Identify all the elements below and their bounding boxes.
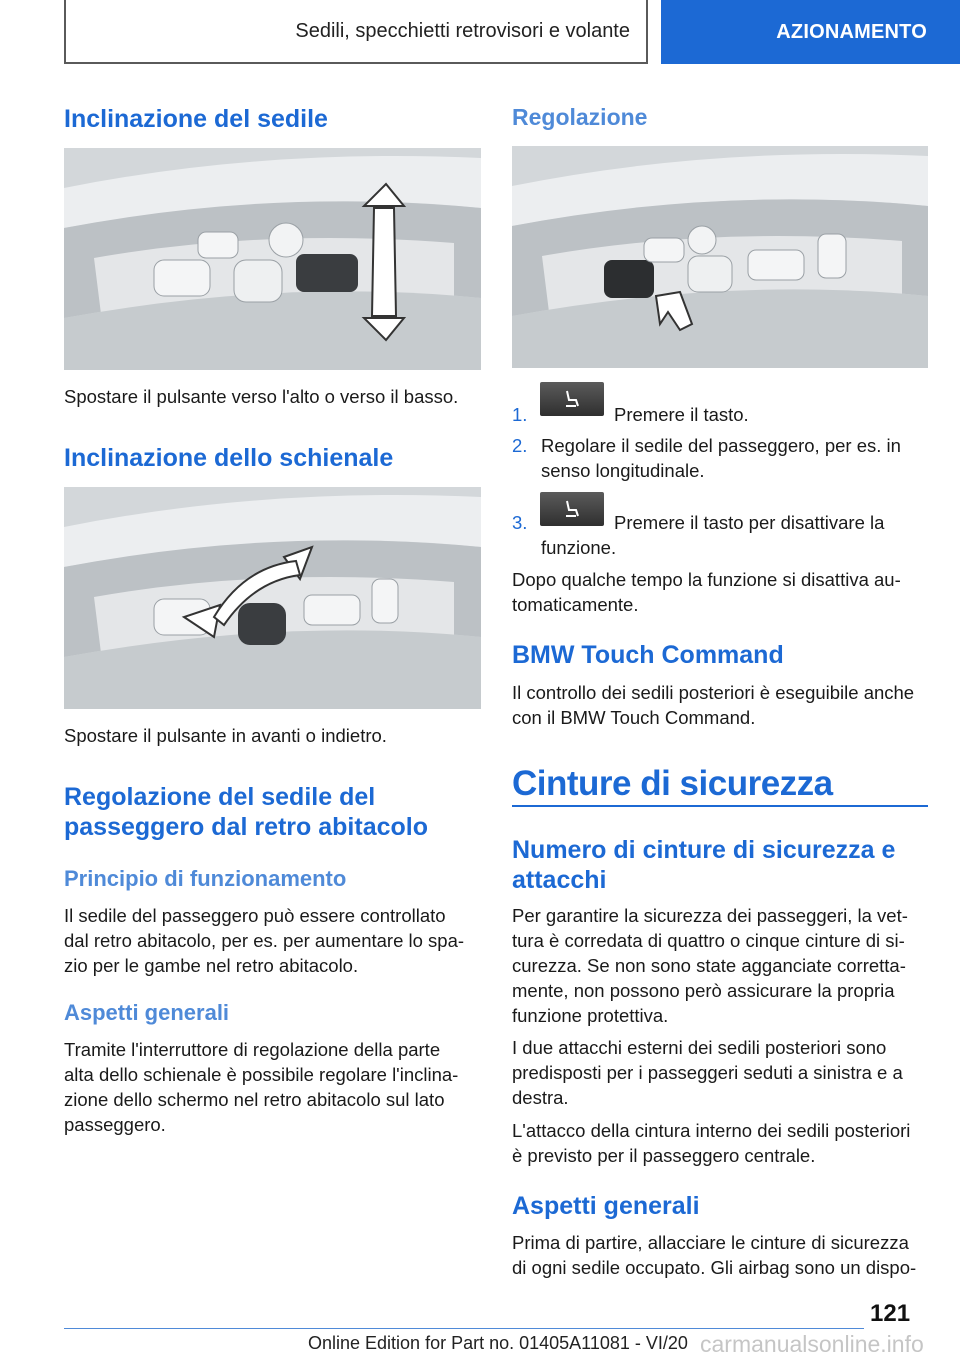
step-3-text-1: Premere il tasto per disattivare la — [614, 512, 885, 533]
heading-principio: Principio di funzionamento — [64, 866, 347, 891]
heading-regolazione-line2: passeggero dal retro abitacolo — [64, 813, 428, 841]
seat-key-icon-2 — [540, 492, 604, 526]
heading-numero-line1: Numero di cinture di sicurezza e — [512, 836, 896, 864]
text-centrale-2: è previsto per il passeggero centrale. — [512, 1145, 816, 1166]
step-1-text: Premere il tasto. — [614, 404, 749, 425]
heading-inclinazione-sedile: Inclinazione del sedile — [64, 105, 328, 133]
backrest-tilt-control-image — [64, 487, 481, 709]
heading-regolazione-line1: Regolazione del sedile del — [64, 783, 376, 811]
text-attacchi-3: destra. — [512, 1087, 569, 1108]
heading-aspetti-left: Aspetti generali — [64, 1000, 230, 1025]
section-divider — [512, 805, 928, 807]
text-aspetti-right-2: di ogni sedile occupato. Gli airbag sono un dispo- — [512, 1257, 917, 1278]
text-numero-1: Per garantire la sicurezza dei passeggeri, la vet- — [512, 905, 908, 926]
text-dopo-2: tomaticamente. — [512, 594, 639, 615]
text-aspetti-left-1: Tramite l'interruttore di regolazione della parte — [64, 1039, 441, 1060]
text-touch-1: Il controllo dei sedili posteriori è eseguibile anche — [512, 682, 915, 703]
text-numero-4: mente, non possono però assicurare la propria — [512, 980, 895, 1001]
seat-tilt-control-image — [64, 148, 481, 370]
text-touch-2: con il BMW Touch Command. — [512, 707, 756, 728]
step-3-text-2: funzione. — [541, 537, 617, 558]
text-aspetti-right-1: Prima di partire, allacciare le cinture di sicurezza — [512, 1232, 909, 1253]
step-1-number: 1. — [512, 404, 528, 425]
heading-aspetti-right: Aspetti generali — [512, 1192, 700, 1220]
heading-regolazione: Regolazione — [512, 104, 648, 130]
watermark: carmanualsonline.info — [700, 1331, 924, 1357]
seat-key-icon — [540, 382, 604, 416]
text-numero-3: curezza. Se non sono state agganciate corretta- — [512, 955, 906, 976]
footer-rule — [64, 1328, 864, 1329]
text-inclinazione-sedile: Spostare il pulsante verso l'alto o verso il basso. — [64, 386, 459, 407]
step-2-text-2: senso longitudinale. — [541, 460, 705, 481]
header-section-box — [64, 0, 648, 64]
text-principio-3: zio per le gambe nel retro abitacolo. — [64, 955, 359, 976]
text-centrale-1: L'attacco della cintura interno dei sedili posteriori — [512, 1120, 911, 1141]
heading-inclinazione-schienale: Inclinazione dello schienale — [64, 444, 394, 472]
rear-seat-control-image — [512, 146, 928, 368]
header-section-title: Sedili, specchietti retrovisori e volante — [295, 19, 630, 42]
step-2-number: 2. — [512, 435, 528, 456]
heading-numero-line2: attacchi — [512, 866, 607, 894]
text-numero-2: tura è corredata di quattro o cinque cinture di si- — [512, 930, 905, 951]
heading-touch-command: BMW Touch Command — [512, 641, 784, 669]
text-aspetti-left-3: zione dello schermo nel retro abitacolo sul lato — [64, 1089, 445, 1110]
text-numero-5: funzione protettiva. — [512, 1005, 669, 1026]
step-3-number: 3. — [512, 512, 528, 533]
step-2-text-1: Regolare il sedile del passeggero, per es. in — [541, 435, 901, 456]
heading-cinture: Cinture di sicurezza — [512, 764, 833, 803]
text-attacchi-1: I due attacchi esterni dei sedili posteriori sono — [512, 1037, 887, 1058]
text-aspetti-left-2: alta dello schienale è possibile regolare l'inclina- — [64, 1064, 459, 1085]
text-principio-2: dal retro abitacolo, per es. per aumentare lo spa- — [64, 930, 465, 951]
text-principio-1: Il sedile del passeggero può essere controllato — [64, 905, 446, 926]
text-aspetti-left-4: passeggero. — [64, 1114, 166, 1135]
page-number: 121 — [870, 1300, 911, 1327]
header-chapter-tab[interactable] — [661, 0, 960, 64]
text-dopo-1: Dopo qualche tempo la funzione si disattiva au- — [512, 569, 901, 590]
text-attacchi-2: predisposti per i passeggeri seduti a sinistra e a — [512, 1062, 903, 1083]
header-chapter-label: AZIONAMENTO — [776, 20, 927, 43]
text-inclinazione-schienale: Spostare il pulsante in avanti o indietro. — [64, 725, 387, 746]
footer-edition: Online Edition for Part no. 01405A11081 - VI/20 — [308, 1333, 688, 1353]
